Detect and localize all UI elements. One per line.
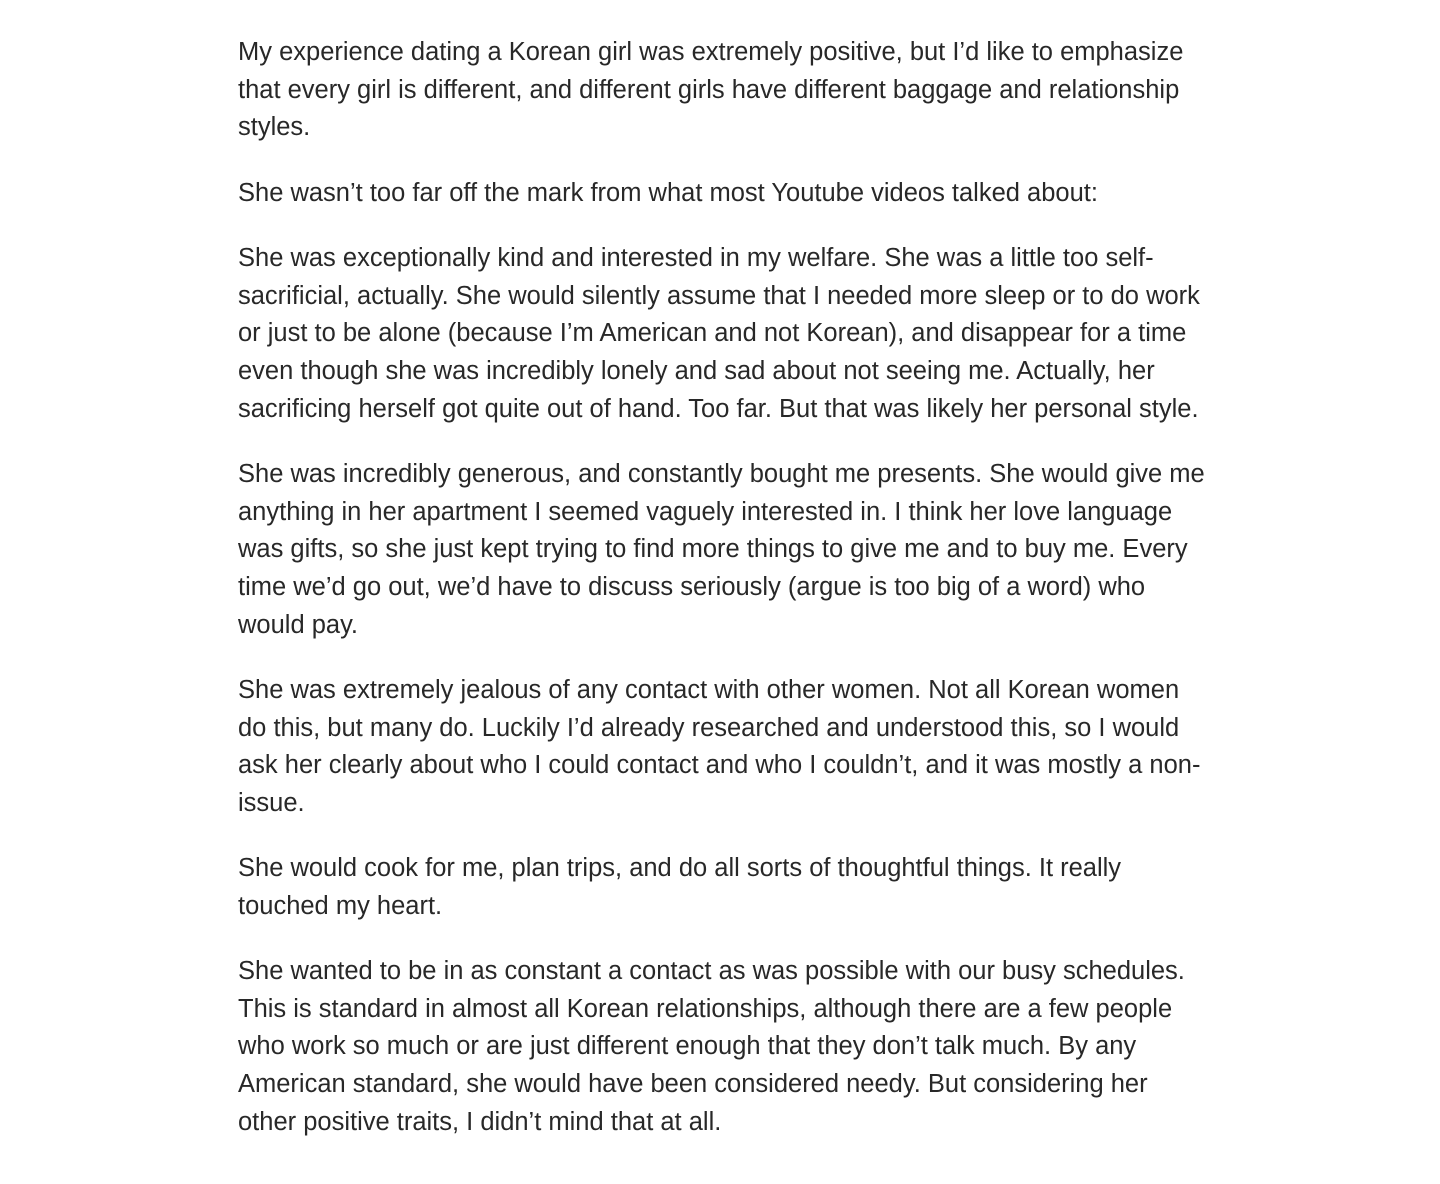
paragraph-intro: My experience dating a Korean girl was extremely positive, but I’d like to emphasize that every girl is different, and different girls have different baggage and relationship styles. — [238, 38, 1184, 142]
paragraph-thoughtfulness: She would cook for me, plan trips, and do all sorts of thoughtful things. It really touched my heart. — [238, 854, 1122, 920]
paragraph-youtube: She wasn’t too far off the mark from what most Youtube videos talked about: — [238, 178, 1098, 207]
paragraph-generosity: She was incredibly generous, and constantly bought me presents. She would give me anything in her apartment I seemed vaguely interested in. I think her love language was gifts, so she just kept trying to find more things to give me and to buy me. Every time we’d go out, we’d have to discuss seriously (argue is too big of a word) who would pay. — [238, 459, 1205, 639]
paragraph-jealousy: She was extremely jealous of any contact with other women. Not all Korean women do this, but many do. Luckily I’d already researched and understood this, so I would ask her clearly about who I could contact and who I couldn’t, and it was mostly a non-issue. — [238, 675, 1201, 817]
paragraph-kindness: She was exceptionally kind and interested in my welfare. She was a little too self-sacrificial, actually. She would silently assume that I needed more sleep or to do work or just to be alone (because I’m American and not Korean), and disappear for a time even though she was incredibly lonely and sad about not seeing me. Actually, her sacrificing herself got quite out of hand. Too far. But that was likely her personal style. — [238, 243, 1200, 423]
article-body — [238, 34, 1208, 1142]
paragraph-contact: She wanted to be in as constant a contact as was possible with our busy schedules. This is standard in almost all Korean relationships, although there are a few people who work so much or are just different enough that they don’t talk much. By any American standard, she would have been considered needy. But considering her other positive traits, I didn’t mind that at all. — [238, 957, 1185, 1136]
